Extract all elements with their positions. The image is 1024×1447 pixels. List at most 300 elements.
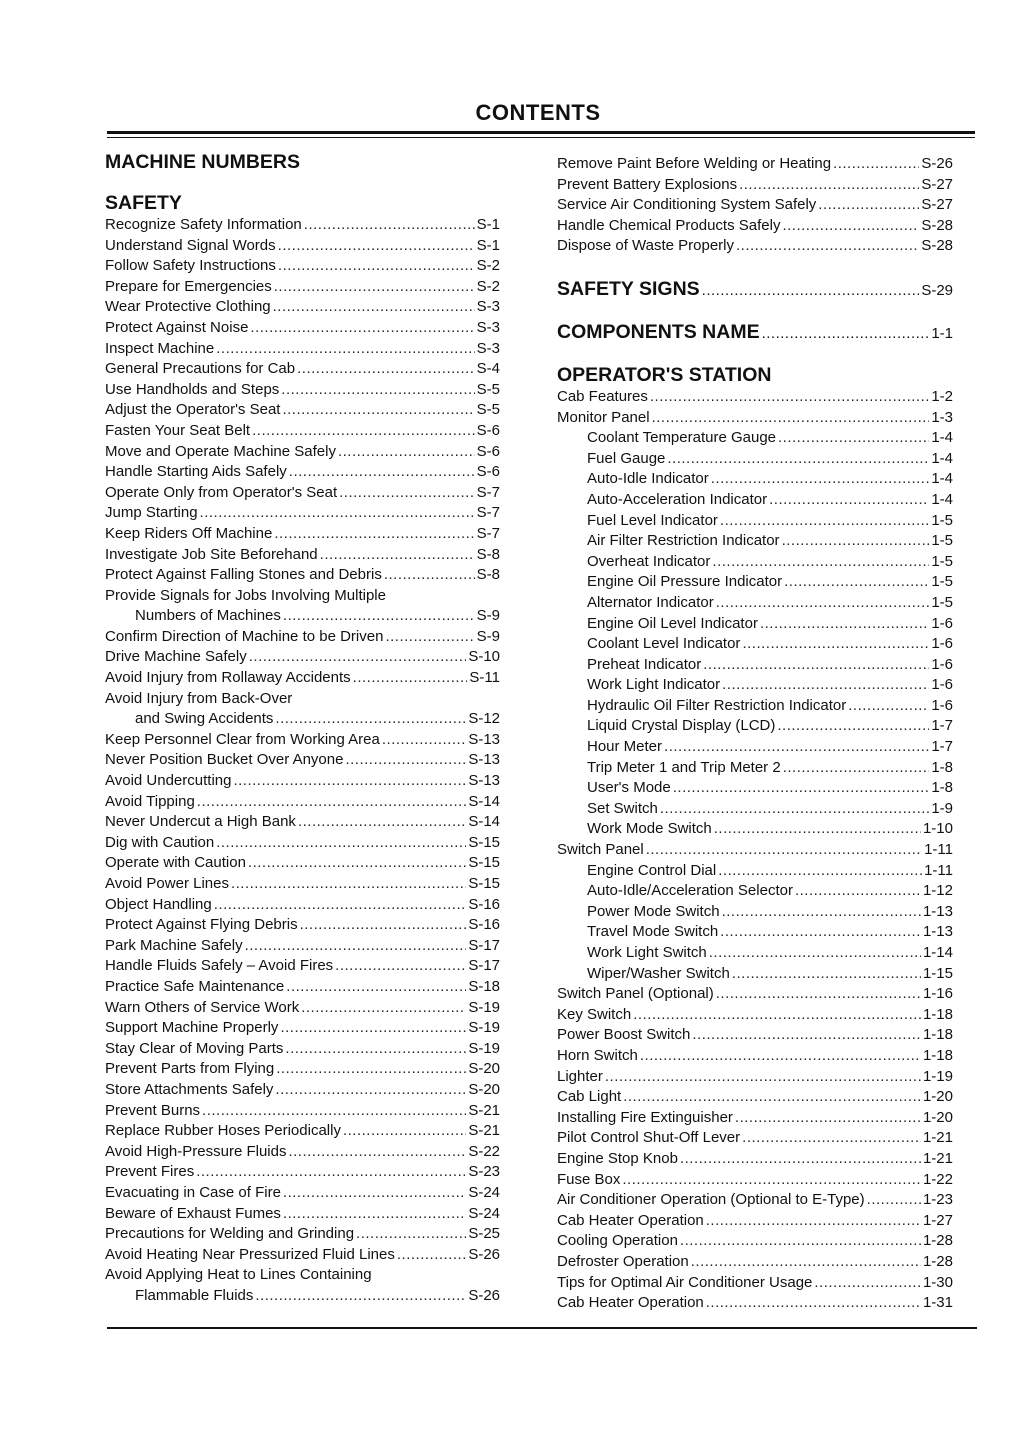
toc-entry-label: Work Light Switch bbox=[587, 944, 707, 961]
toc-entry-page: S-27 bbox=[921, 175, 953, 193]
toc-entry-page: S-6 bbox=[476, 421, 500, 439]
toc-entry-page: S-6 bbox=[476, 463, 500, 481]
toc-entry[interactable] bbox=[105, 1245, 500, 1266]
toc-entry-label: Hydraulic Oil Filter Restriction Indicator bbox=[587, 696, 847, 714]
toc-entry-label: Stay Clear of Moving Parts bbox=[105, 1039, 284, 1057]
toc-entry-label: Move and Operate Machine Safely bbox=[105, 442, 336, 460]
leader-dots bbox=[276, 1059, 466, 1080]
toc-entry[interactable] bbox=[105, 256, 500, 277]
leader-dots bbox=[281, 380, 474, 401]
toc-entry-page: 1-9 bbox=[931, 799, 953, 817]
toc-entry-label: Operate with Caution bbox=[105, 854, 246, 872]
toc-entry[interactable] bbox=[557, 902, 953, 923]
toc-entry[interactable] bbox=[557, 716, 953, 737]
leader-dots bbox=[304, 215, 475, 236]
toc-entry-page: 1-22 bbox=[922, 1170, 953, 1188]
toc-entry-page: S-10 bbox=[468, 648, 500, 666]
safety-entries-a bbox=[105, 215, 500, 586]
toc-entry-page: S-6 bbox=[476, 442, 500, 460]
toc-entry-label: Protect Against Noise bbox=[105, 318, 249, 336]
toc-entry-label: Air Conditioner Operation (Optional to E-Type) bbox=[557, 1191, 865, 1209]
page-title: CONTENTS bbox=[475, 100, 601, 125]
toc-entry-label: Alternator Indicator bbox=[587, 593, 714, 611]
toc-entry[interactable] bbox=[557, 614, 953, 635]
toc-entry[interactable] bbox=[557, 1087, 953, 1108]
toc-entry-label: Cab Heater Operation bbox=[557, 1294, 704, 1312]
toc-entry-label: Confirm Direction of Machine to be Driven bbox=[105, 627, 384, 645]
toc-entry-label: Work Mode Switch bbox=[587, 820, 712, 838]
leader-dots bbox=[202, 1101, 466, 1122]
toc-entry-multiline-first[interactable]: Avoid Injury from Back-Over bbox=[105, 689, 293, 707]
toc-entry-page: S-16 bbox=[468, 895, 500, 913]
toc-entry-label: Keep Personnel Clear from Working Area bbox=[105, 730, 380, 748]
toc-entry-label: Air Filter Restriction Indicator bbox=[587, 532, 780, 550]
leader-dots bbox=[818, 195, 919, 216]
toc-entry-page: S-15 bbox=[468, 833, 500, 851]
toc-entry[interactable] bbox=[557, 819, 953, 840]
toc-entry-label: Avoid Injury from Rollaway Accidents bbox=[105, 669, 351, 687]
leader-dots bbox=[286, 977, 466, 998]
toc-entry[interactable] bbox=[557, 1252, 953, 1273]
toc-entry[interactable] bbox=[557, 922, 953, 943]
leader-dots bbox=[777, 716, 929, 737]
safety-entries-b bbox=[105, 627, 500, 689]
toc-entry-page: 1-2 bbox=[931, 387, 953, 405]
toc-entry-label: Support Machine Properly bbox=[105, 1019, 279, 1037]
leader-dots bbox=[345, 750, 466, 771]
toc-entry-label: Key Switch bbox=[557, 1005, 632, 1023]
leader-dots bbox=[769, 490, 929, 511]
toc-entry-page: 1-5 bbox=[931, 511, 953, 529]
toc-entry-label: Overheat Indicator bbox=[587, 552, 711, 570]
toc-entry[interactable] bbox=[557, 984, 953, 1005]
toc-entry-page: S-2 bbox=[476, 277, 500, 295]
toc-entry-page: 1-23 bbox=[922, 1191, 953, 1209]
toc-entry[interactable] bbox=[557, 655, 953, 676]
toc-entry-multiline-first[interactable]: Provide Signals for Jobs Involving Multiple bbox=[105, 586, 386, 604]
leader-dots bbox=[288, 1142, 466, 1163]
leader-dots bbox=[709, 943, 921, 964]
leader-dots bbox=[605, 1067, 921, 1088]
toc-entry[interactable] bbox=[557, 1046, 953, 1067]
leader-dots bbox=[255, 1286, 466, 1307]
leader-dots bbox=[712, 552, 929, 573]
toc-entry-label: Adjust the Operator's Seat bbox=[105, 401, 281, 419]
toc-entry-label: Prevent Parts from Flying bbox=[105, 1060, 275, 1078]
leader-dots bbox=[716, 984, 921, 1005]
toc-entry[interactable] bbox=[105, 545, 500, 566]
toc-entry-label: Engine Control Dial bbox=[587, 861, 717, 879]
toc-entry[interactable] bbox=[557, 490, 953, 511]
toc-entry-page: S-17 bbox=[468, 936, 500, 954]
toc-entry-label: Precautions for Welding and Grinding bbox=[105, 1225, 355, 1243]
toc-entry-label: Power Boost Switch bbox=[557, 1026, 691, 1044]
toc-entry-page: 1-21 bbox=[922, 1129, 953, 1147]
leader-dots bbox=[722, 675, 929, 696]
leader-dots bbox=[739, 175, 919, 196]
toc-entry-page: S-23 bbox=[468, 1163, 500, 1181]
toc-entry-label: Installing Fire Extinguisher bbox=[557, 1108, 733, 1126]
toc-entry[interactable] bbox=[105, 998, 500, 1019]
toc-entry[interactable] bbox=[557, 236, 953, 257]
toc-entry[interactable] bbox=[557, 469, 953, 490]
toc-entry[interactable] bbox=[105, 1183, 500, 1204]
leader-dots bbox=[289, 462, 475, 483]
toc-entry-page: 1-6 bbox=[931, 655, 953, 673]
toc-entry-label: Prevent Fires bbox=[105, 1163, 195, 1181]
toc-entry[interactable] bbox=[105, 442, 500, 463]
toc-entry[interactable] bbox=[105, 1039, 500, 1060]
toc-entry-page: S-8 bbox=[476, 566, 500, 584]
toc-entry-label: Avoid Tipping bbox=[105, 792, 195, 810]
leader-dots bbox=[320, 545, 475, 566]
leader-dots bbox=[214, 895, 467, 916]
leader-dots bbox=[680, 1231, 921, 1252]
toc-entry-label: Object Handling bbox=[105, 895, 212, 913]
toc-entry-label: Coolant Temperature Gauge bbox=[587, 429, 777, 447]
toc-entry[interactable] bbox=[105, 277, 500, 298]
toc-entry[interactable] bbox=[557, 1149, 953, 1170]
toc-entry[interactable] bbox=[557, 511, 953, 532]
toc-entry-label: Pilot Control Shut-Off Lever bbox=[557, 1129, 741, 1147]
leader-dots bbox=[722, 902, 921, 923]
toc-entry[interactable] bbox=[105, 1121, 500, 1142]
toc-entry[interactable] bbox=[557, 840, 953, 861]
leader-dots bbox=[216, 339, 474, 360]
toc-entry-label: Coolant Level Indicator bbox=[587, 635, 741, 653]
toc-entry[interactable] bbox=[557, 1273, 953, 1294]
toc-entry[interactable] bbox=[105, 956, 500, 977]
toc-entry[interactable] bbox=[105, 236, 500, 257]
toc-entry[interactable] bbox=[105, 1142, 500, 1163]
toc-entry[interactable] bbox=[105, 565, 500, 586]
toc-entry-label: Inspect Machine bbox=[105, 339, 215, 357]
toc-entry-page: S-15 bbox=[468, 875, 500, 892]
toc-entry[interactable] bbox=[557, 861, 953, 882]
leader-dots bbox=[720, 922, 921, 943]
toc-entry-page: 1-8 bbox=[931, 779, 953, 797]
toc-entry-page: S-3 bbox=[476, 298, 500, 316]
toc-entry-multiline-continuation[interactable]: Flammable Fluids ..... S-26 bbox=[105, 1286, 500, 1307]
toc-entry-page: S-19 bbox=[468, 1019, 500, 1037]
toc-entry[interactable] bbox=[105, 627, 500, 648]
leader-dots bbox=[760, 614, 929, 635]
toc-entry[interactable] bbox=[557, 408, 953, 429]
toc-entry[interactable] bbox=[557, 799, 953, 820]
toc-entry[interactable] bbox=[105, 750, 500, 771]
leader-dots bbox=[298, 812, 466, 833]
leader-dots bbox=[275, 1080, 466, 1101]
toc-entry[interactable] bbox=[105, 1059, 500, 1080]
toc-entry-page: 1-4 bbox=[931, 490, 953, 508]
toc-entry-label: Wear Protective Clothing bbox=[105, 298, 271, 316]
toc-entry[interactable] bbox=[557, 1190, 953, 1211]
leader-dots bbox=[285, 1039, 466, 1060]
toc-entry-label: Remove Paint Before Welding or Heating bbox=[557, 155, 832, 172]
leader-dots bbox=[384, 565, 475, 586]
toc-entry[interactable] bbox=[105, 359, 500, 380]
toc-entry[interactable] bbox=[105, 400, 500, 421]
toc-entry[interactable] bbox=[557, 1170, 953, 1191]
toc-entry[interactable] bbox=[105, 297, 500, 318]
toc-entry-label: Engine Oil Pressure Indicator bbox=[587, 573, 783, 591]
toc-entry-page: S-17 bbox=[468, 957, 500, 975]
toc-entry-label: Fuel Level Indicator bbox=[587, 511, 718, 529]
toc-entry-label: Engine Oil Level Indicator bbox=[587, 614, 758, 632]
toc-entry-page: S-20 bbox=[468, 1060, 500, 1078]
toc-entry[interactable] bbox=[557, 1108, 953, 1129]
toc-entry[interactable] bbox=[557, 737, 953, 758]
toc-entry[interactable] bbox=[105, 318, 500, 339]
leader-dots bbox=[248, 853, 466, 874]
leader-dots bbox=[231, 874, 466, 895]
toc-entry[interactable] bbox=[557, 428, 953, 449]
toc-entry-multiline-continuation[interactable]: and Swing Accidents ..... S-12 bbox=[105, 709, 500, 730]
toc-entry[interactable] bbox=[105, 730, 500, 751]
toc-entry[interactable] bbox=[105, 895, 500, 916]
toc-entry[interactable] bbox=[105, 1204, 500, 1225]
toc-entry-page: S-21 bbox=[468, 1122, 500, 1140]
toc-entry[interactable] bbox=[557, 1005, 953, 1026]
leader-dots bbox=[848, 696, 929, 717]
toc-entry-label: Handle Chemical Products Safely bbox=[557, 216, 781, 234]
toc-entry[interactable] bbox=[105, 668, 500, 689]
leader-dots bbox=[300, 915, 467, 936]
toc-entry-page: S-19 bbox=[468, 1039, 500, 1057]
leader-dots bbox=[335, 956, 466, 977]
leader-dots bbox=[718, 861, 922, 882]
toc-entry[interactable] bbox=[557, 943, 953, 964]
toc-entry-page: S-18 bbox=[468, 977, 500, 995]
toc-entry-label: Auto-Idle/Acceleration Selector bbox=[587, 882, 793, 900]
leader-dots bbox=[784, 572, 929, 593]
toc-entry[interactable] bbox=[557, 195, 953, 216]
toc-entry[interactable] bbox=[557, 964, 953, 985]
leader-dots bbox=[660, 799, 929, 820]
toc-entry-label: Operate Only from Operator's Seat bbox=[105, 483, 338, 501]
toc-entry-label: Cab Heater Operation bbox=[557, 1211, 704, 1229]
toc-entry[interactable] bbox=[557, 1293, 953, 1314]
leader-dots bbox=[397, 1245, 466, 1266]
toc-entry-page: S-2 bbox=[476, 257, 500, 275]
toc-entry[interactable] bbox=[105, 647, 500, 668]
toc-entry-page: S-24 bbox=[468, 1204, 500, 1222]
toc-entry[interactable] bbox=[557, 778, 953, 799]
toc-entry[interactable] bbox=[557, 216, 953, 237]
leader-dots bbox=[250, 318, 474, 339]
toc-entry-label: Switch Panel (Optional) bbox=[557, 985, 714, 1003]
leader-dots bbox=[706, 1293, 921, 1314]
toc-entry-label: Auto-Acceleration Indicator bbox=[587, 490, 768, 508]
toc-entry-label: Auto-Idle Indicator bbox=[587, 470, 709, 488]
toc-entry[interactable] bbox=[557, 881, 953, 902]
toc-entry[interactable] bbox=[557, 175, 953, 196]
toc-entry[interactable] bbox=[557, 675, 953, 696]
toc-entry[interactable] bbox=[105, 1080, 500, 1101]
leader-dots bbox=[274, 524, 474, 545]
toc-entry-multiline-first[interactable]: Avoid Applying Heat to Lines Containing bbox=[105, 1266, 372, 1284]
leader-dots bbox=[652, 408, 930, 429]
toc-entry[interactable] bbox=[105, 483, 500, 504]
toc-entry-page: 1-6 bbox=[931, 635, 953, 653]
toc-entry-multiline-continuation[interactable]: Numbers of Machines ..... S-9 bbox=[105, 606, 500, 627]
leader-dots bbox=[196, 1162, 466, 1183]
toc-entry-page: 1-28 bbox=[922, 1232, 953, 1250]
leader-dots bbox=[200, 503, 475, 524]
toc-entry-label: Never Position Bucket Over Anyone bbox=[105, 751, 344, 769]
toc-entry-page: S-14 bbox=[468, 792, 500, 810]
toc-entry-page: S-1 bbox=[476, 236, 500, 254]
toc-entry[interactable] bbox=[557, 552, 953, 573]
toc-entry[interactable] bbox=[105, 936, 500, 957]
toc-entry-label: Never Undercut a High Bank bbox=[105, 813, 296, 831]
leader-dots bbox=[646, 840, 922, 861]
toc-entry-page: 1-28 bbox=[922, 1252, 953, 1270]
toc-entry[interactable] bbox=[105, 462, 500, 483]
toc-entry[interactable] bbox=[105, 853, 500, 874]
heading-operators-station: OPERATOR'S STATION bbox=[557, 363, 772, 386]
leader-dots bbox=[814, 1273, 921, 1294]
toc-entry[interactable] bbox=[557, 1128, 953, 1149]
toc-entry-page: S-27 bbox=[921, 196, 953, 214]
toc-entry[interactable] bbox=[557, 758, 953, 779]
toc-entry[interactable] bbox=[557, 449, 953, 470]
toc-entry-page: 1-3 bbox=[931, 408, 953, 426]
toc-entry[interactable] bbox=[557, 572, 953, 593]
toc-entry[interactable] bbox=[105, 215, 500, 236]
leader-dots bbox=[633, 1005, 921, 1026]
toc-entry-label: User's Mode bbox=[587, 779, 671, 797]
toc-entry-label: Avoid Undercutting bbox=[105, 772, 232, 790]
toc-entry-page: S-4 bbox=[476, 360, 500, 378]
toc-entry-page: S-25 bbox=[468, 1225, 500, 1243]
heading-machine-numbers: MACHINE NUMBERS bbox=[105, 151, 300, 173]
leader-dots bbox=[282, 400, 474, 421]
leader-dots bbox=[283, 1183, 466, 1204]
toc-entry-label: Follow Safety Instructions bbox=[105, 257, 276, 275]
toc-entry[interactable] bbox=[557, 387, 953, 408]
toc-entry-page: S-7 bbox=[476, 483, 500, 501]
toc-entry-page: 1-27 bbox=[922, 1211, 953, 1229]
toc-entry-label: Keep Riders Off Machine bbox=[105, 524, 273, 542]
toc-entry-label: Switch Panel bbox=[557, 841, 644, 859]
toc-entry[interactable] bbox=[105, 339, 500, 360]
toc-entry-label: Fuse Box bbox=[557, 1170, 621, 1188]
toc-entry[interactable] bbox=[557, 531, 953, 552]
leader-dots bbox=[339, 483, 475, 504]
toc-entry[interactable] bbox=[557, 634, 953, 655]
toc-entry[interactable] bbox=[105, 503, 500, 524]
toc-entry-page: 1-12 bbox=[922, 882, 953, 900]
heading-safety-signs[interactable]: SAFETY SIGNS ..... S-29 bbox=[557, 277, 953, 303]
toc-entry[interactable] bbox=[557, 1067, 953, 1088]
toc-entry[interactable] bbox=[105, 833, 500, 854]
toc-entry-label: Cab Light bbox=[557, 1088, 622, 1106]
toc-entry[interactable] bbox=[105, 524, 500, 545]
toc-entry-page: 1-11 bbox=[924, 861, 953, 879]
toc-entry-page: 1-18 bbox=[922, 1026, 953, 1044]
toc-entry-label: Work Light Indicator bbox=[587, 676, 721, 694]
leader-dots bbox=[667, 449, 929, 470]
toc-entry-page: S-28 bbox=[921, 216, 953, 234]
leader-dots bbox=[778, 428, 929, 449]
leader-dots bbox=[623, 1087, 921, 1108]
toc-entry[interactable] bbox=[105, 1018, 500, 1039]
toc-entry[interactable] bbox=[105, 1162, 500, 1183]
toc-entry[interactable] bbox=[105, 874, 500, 895]
leader-dots bbox=[706, 1211, 921, 1232]
toc-entry-page: S-9 bbox=[476, 627, 500, 645]
toc-entry-page: S-1 bbox=[476, 216, 500, 233]
leader-dots bbox=[353, 668, 468, 689]
toc-entry-page: 1-30 bbox=[922, 1273, 953, 1291]
toc-entry[interactable] bbox=[105, 1224, 500, 1245]
left-column bbox=[105, 150, 500, 1306]
toc-entry-label: Trip Meter 1 and Trip Meter 2 bbox=[587, 758, 781, 776]
toc-entry-page: 1-16 bbox=[922, 985, 953, 1003]
bottom-rule bbox=[107, 1327, 977, 1329]
toc-entry-page: S-13 bbox=[468, 751, 500, 769]
toc-entry[interactable] bbox=[557, 1231, 953, 1252]
toc-entry-page: S-16 bbox=[468, 916, 500, 934]
toc-entry-page: 1-7 bbox=[931, 738, 953, 756]
toc-entry[interactable] bbox=[105, 1101, 500, 1122]
toc-entry-label: Replace Rubber Hoses Periodically bbox=[105, 1122, 341, 1140]
toc-entry-page: S-5 bbox=[476, 401, 500, 419]
toc-entry-page: S-14 bbox=[468, 813, 500, 831]
toc-entry[interactable] bbox=[105, 977, 500, 998]
toc-entry[interactable] bbox=[557, 593, 953, 614]
toc-entry-label: Handle Starting Aids Safely bbox=[105, 463, 287, 481]
leader-dots bbox=[732, 964, 921, 985]
toc-entry-label: Recognize Safety Information bbox=[105, 216, 302, 233]
toc-entry-page: 1-5 bbox=[931, 573, 953, 591]
toc-entry-label: Protect Against Flying Debris bbox=[105, 916, 298, 934]
leader-dots bbox=[216, 833, 466, 854]
leader-dots bbox=[680, 1149, 921, 1170]
leader-dots bbox=[280, 1018, 466, 1039]
leader-dots bbox=[382, 730, 466, 751]
toc-entry[interactable] bbox=[557, 154, 953, 175]
toc-entry[interactable] bbox=[105, 792, 500, 813]
toc-entry[interactable] bbox=[105, 915, 500, 936]
leader-dots bbox=[640, 1046, 921, 1067]
toc-entry-page: S-3 bbox=[476, 339, 500, 357]
toc-entry-page: S-7 bbox=[476, 504, 500, 522]
toc-entry-page: 1-5 bbox=[931, 532, 953, 550]
toc-entry-page: 1-20 bbox=[922, 1108, 953, 1126]
toc-entry-label: Dig with Caution bbox=[105, 833, 215, 851]
toc-entry[interactable] bbox=[557, 1025, 953, 1046]
toc-entry-label: Prevent Burns bbox=[105, 1101, 201, 1119]
toc-entry[interactable] bbox=[557, 696, 953, 717]
toc-entry-page: S-28 bbox=[921, 237, 953, 255]
toc-entry[interactable] bbox=[105, 771, 500, 792]
toc-entry[interactable] bbox=[105, 812, 500, 833]
heading-components-name[interactable]: COMPONENTS NAME ..... 1-1 bbox=[557, 320, 953, 346]
safety-entries-c bbox=[105, 730, 500, 1265]
toc-entry-label: Drive Machine Safely bbox=[105, 648, 247, 666]
toc-entry-page: S-11 bbox=[469, 669, 500, 687]
toc-entry-label: Prepare for Emergencies bbox=[105, 277, 272, 295]
toc-entry-label: Fasten Your Seat Belt bbox=[105, 421, 251, 439]
toc-entry[interactable] bbox=[105, 380, 500, 401]
toc-entry[interactable] bbox=[557, 1211, 953, 1232]
title-rule-thin bbox=[107, 137, 975, 138]
toc-entry[interactable] bbox=[105, 421, 500, 442]
leader-dots bbox=[664, 737, 929, 758]
leader-dots bbox=[711, 469, 930, 490]
